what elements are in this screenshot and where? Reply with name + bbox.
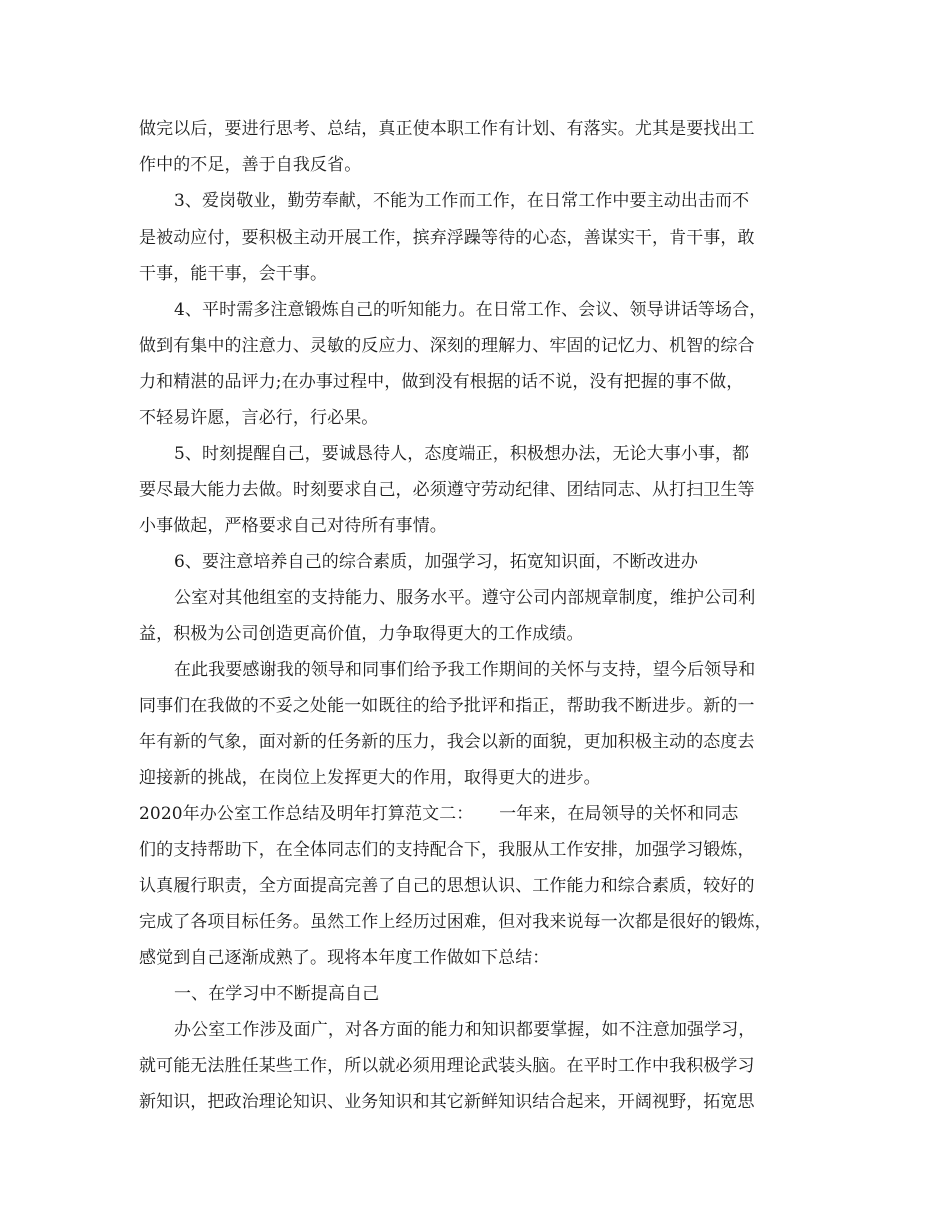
- text-line: 干事，能干事，会干事。: [139, 264, 328, 284]
- text-line: 5、时刻提醒自己，要诚恳待人，态度端正，积极想办法，无论大事小事，都: [174, 444, 750, 464]
- text-line: 4、平时需多注意锻炼自己的听知能力。在日常工作、会议、领导讲话等场合，: [174, 300, 767, 320]
- text-line: 完成了各项目标任务。虽然工作上经历过困难，但对我来说每一次都是很好的锻炼，: [139, 912, 772, 932]
- text-line: 迎接新的挑战，在岗位上发挥更大的作用，取得更大的进步。: [139, 768, 601, 788]
- text-line: 6、要注意培养自己的综合素质，加强学习，拓宽知识面，不断改进办: [174, 552, 698, 572]
- text-line: 就可能无法胜任某些工作，所以就必须用理论武装头脑。在平时工作中我积极学习: [139, 1056, 755, 1076]
- text-line: 3、爱岗敬业，勤劳奉献，不能为工作而工作，在日常工作中要主动出击而不: [174, 191, 750, 211]
- text-line: 新知识，把政治理论知识、业务知识和其它新鲜知识结合起来，开阔视野，拓宽思: [139, 1092, 755, 1112]
- text-line: 认真履行职责，全方面提高完善了自己的思想认识、工作能力和综合素质，较好的: [139, 876, 755, 896]
- text-line: 年有新的气象，面对新的任务新的压力，我会以新的面貌，更加积极主动的态度去: [139, 732, 755, 752]
- subheading-line: 一、在学习中不断提高自己: [174, 984, 380, 1004]
- text-line: 不轻易许愿，言必行，行必果。: [139, 408, 379, 428]
- text-line: 是被动应付，要积极主动开展工作，摈弃浮躁等待的心态，善谋实干，肯干事，敢: [139, 228, 755, 248]
- text-line: 力和精湛的品评力;在办事过程中，做到没有根据的话不说，没有把握的事不做，: [139, 372, 744, 392]
- text-line: 做到有集中的注意力、灵敏的反应力、深刻的理解力、牢固的记忆力、机智的综合: [139, 336, 755, 356]
- text-line: 在此我要感谢我的领导和同事们给予我工作期间的关怀与支持，望今后领导和: [174, 660, 756, 680]
- text-line: 办公室工作涉及面广，对各方面的能力和知识都要掌握，如不注意加强学习，: [174, 1020, 756, 1040]
- text-line: 益，积极为公司创造更高价值，力争取得更大的工作成绩。: [139, 624, 584, 644]
- text-line: 做完以后，要进行思考、总结，真正使本职工作有计划、有落实。尤其是要找出工: [139, 119, 755, 139]
- text-line: 作中的不足，善于自我反省。: [139, 155, 362, 175]
- text-line: 公室对其他组室的支持能力、服务水平。遵守公司内部规章制度，维护公司利: [174, 588, 756, 608]
- text-line: 同事们在我做的不妥之处能一如既往的给予批评和指正，帮助我不断进步。新的一: [139, 696, 755, 716]
- text-line: 要尽最大能力去做。时刻要求自己，必须遵守劳动纪律、团结同志、从打扫卫生等: [139, 480, 755, 500]
- section-title-line: 2020年办公室工作总结及明年打算范文二： 一年来，在局领导的关怀和同志: [139, 804, 739, 824]
- text-line: 小事做起，严格要求自己对待所有事情。: [139, 516, 447, 536]
- text-line: 感觉到自己逐渐成熟了。现将本年度工作做如下总结：: [139, 948, 550, 968]
- text-line: 们的支持帮助下，在全体同志们的支持配合下，我服从工作安排，加强学习锻炼，: [139, 840, 755, 860]
